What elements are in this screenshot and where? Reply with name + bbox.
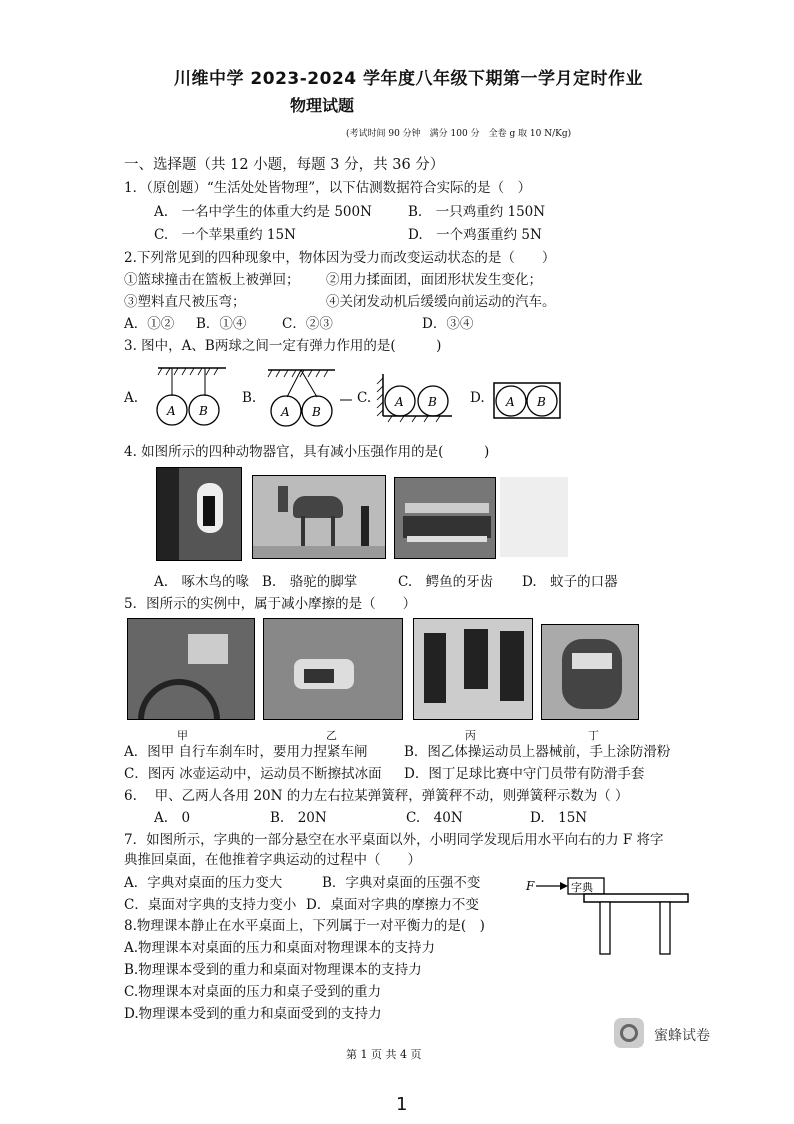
exam-note: (考试时间 90 分钟 满分 100 分 全卷 g 取 10 N/Kg): [346, 129, 572, 139]
q4-option-c: C. 鳄鱼的牙齿: [398, 574, 494, 590]
dictionary-label: 字典: [571, 881, 593, 894]
q3-figure-c: [340, 374, 452, 422]
watermark-text: 蜜蜂试卷: [654, 1028, 710, 1044]
goalkeeper-glove-photo: [541, 624, 639, 720]
q3a-ball-b-label: B: [199, 404, 208, 418]
section-heading: 一、选择题（共 12 小题，每题 3 分，共 36 分）: [124, 157, 445, 173]
q7-option-c: C．桌面对字典的支持力变小: [124, 897, 297, 913]
q5-option-c: C．图丙 冰壶运动中，运动员不断擦拭冰面: [124, 766, 382, 782]
q3c-ball-b-label: B: [428, 395, 437, 409]
q8-option-c: C.物理课本对桌面的压力和桌子受到的重力: [124, 984, 382, 1000]
q2-statement-2: ②用力揉面团，面团形状发生变化；: [326, 272, 542, 288]
q5-option-d: D．图丁足球比赛中守门员带有防滑手套: [404, 766, 645, 782]
q2-statement-4: ④关闭发动机后缓缓向前运动的汽车。: [326, 294, 556, 310]
gymnast-chalk-photo: [263, 618, 403, 720]
q5-caption-jia: 甲: [177, 729, 188, 742]
q3-stem: 3. 图中，A、B两球之间一定有弹力作用的是( ): [124, 338, 442, 354]
q2-option-b: B．①④: [196, 316, 247, 332]
q3-option-b: B.: [242, 390, 257, 406]
q8-stem: 8.物理课本静止在水平桌面上，下列属于一对平衡力的是( ): [124, 918, 485, 934]
q7-option-b: B．字典对桌面的压强不变: [322, 875, 481, 891]
q3c-ball-a-label: A: [395, 395, 404, 409]
exam-title: 川维中学 2023-2024 学年度八年级下期第一学月定时作业: [174, 69, 644, 89]
q4-option-a: A. 啄木鸟的喙: [154, 574, 250, 590]
q8-option-d: D.物理课本受到的重力和桌面受到的支持力: [124, 1006, 382, 1022]
q1-option-c: C. 一个苹果重约 15N: [154, 227, 296, 243]
q4-option-d: D. 蚊子的口器: [522, 574, 618, 590]
q6-option-b: B. 20N: [270, 810, 327, 826]
q2-stem: 2.下列常见到的四种现象中，物体因为受力而改变运动状态的是（ ）: [124, 250, 556, 266]
q3a-ball-a-label: A: [167, 404, 176, 418]
q7-stem-line2: 典推回桌面，在他推着字典运动的过程中（ ）: [124, 852, 421, 868]
q3d-ball-a-label: A: [506, 395, 515, 409]
q5-option-a: A．图甲 自行车刹车时，要用力捏紧车闸: [124, 744, 368, 760]
q2-option-c: C．②③: [282, 316, 333, 332]
mosquito-photo-placeholder: [500, 477, 568, 557]
q6-option-d: D. 15N: [530, 810, 588, 826]
q2-statement-1: ①篮球撞击在篮板上被弹回；: [124, 272, 300, 288]
q5-caption-ding: 丁: [588, 729, 599, 742]
q7-stem-line1: 7．如图所示，字典的一部分悬空在水平桌面以外，小明同学发现后用水平向右的力 F 将字: [124, 832, 664, 848]
q3-figure-b: [268, 370, 335, 426]
page-number: 1: [396, 1094, 408, 1115]
camel-photo: [252, 475, 386, 559]
q3-figure-a: [157, 368, 226, 425]
woodpecker-photo: [156, 467, 242, 561]
q6-option-c: C. 40N: [406, 810, 463, 826]
curling-photo: [413, 618, 533, 720]
q3-option-c: C.: [357, 390, 372, 406]
crocodile-photo: [394, 477, 496, 559]
q2-option-a: A．①②: [124, 316, 175, 332]
watermark-logo: [614, 1018, 644, 1048]
q3-option-a: A.: [124, 390, 139, 406]
q5-option-b: B．图乙体操运动员上器械前，手上涂防滑粉: [404, 744, 671, 760]
q1-option-a: A. 一名中学生的体重大约是 500N: [154, 204, 372, 220]
q1-option-b: B. 一只鸡重约 150N: [408, 204, 546, 220]
q2-statement-3: ③塑料直尺被压弯；: [124, 294, 246, 310]
q7-table-figure: [520, 870, 700, 962]
exam-subtitle: 物理试题: [290, 96, 355, 115]
q4-option-b: B. 骆驼的脚掌: [262, 574, 358, 590]
q8-option-b: B.物理课本受到的重力和桌面对物理课本的支持力: [124, 962, 422, 978]
q1-option-d: D. 一个鸡蛋重约 5N: [408, 227, 542, 243]
q8-option-a: A.物理课本对桌面的压力和桌面对物理课本的支持力: [124, 940, 436, 956]
q3d-ball-b-label: B: [537, 395, 546, 409]
q7-option-a: A．字典对桌面的压力变大: [124, 875, 283, 891]
q5-stem: 5．图所示的实例中，属于减小摩擦的是（ ）: [124, 596, 417, 612]
q5-caption-yi: 乙: [326, 729, 337, 742]
page-indicator: 第 1 页 共 4 页: [346, 1048, 422, 1061]
force-f-label: F: [526, 879, 535, 893]
q3-figure-d: [494, 383, 560, 418]
q4-stem: 4. 如图所示的四种动物器官，具有减小压强作用的是( ): [124, 444, 490, 460]
q7-option-d: D．桌面对字典的摩擦力不变: [306, 897, 479, 913]
q6-option-a: A. 0: [154, 810, 191, 826]
q3b-ball-a-label: A: [281, 405, 290, 419]
bike-brake-photo: [127, 618, 255, 720]
q3b-ball-b-label: B: [312, 405, 321, 419]
q2-option-d: D．③④: [422, 316, 474, 332]
q5-caption-bing: 丙: [465, 729, 476, 742]
q3-figures: [0, 0, 794, 440]
q6-stem: 6. 甲、乙两人各用 20N 的力左右拉某弹簧秤，弹簧秤不动，则弹簧秤示数为（ ）: [124, 788, 629, 804]
q1-stem: 1．（原创题）“生活处处皆物理”，以下估测数据符合实际的是（ ）: [124, 180, 532, 196]
q3-option-d: D.: [470, 390, 485, 406]
